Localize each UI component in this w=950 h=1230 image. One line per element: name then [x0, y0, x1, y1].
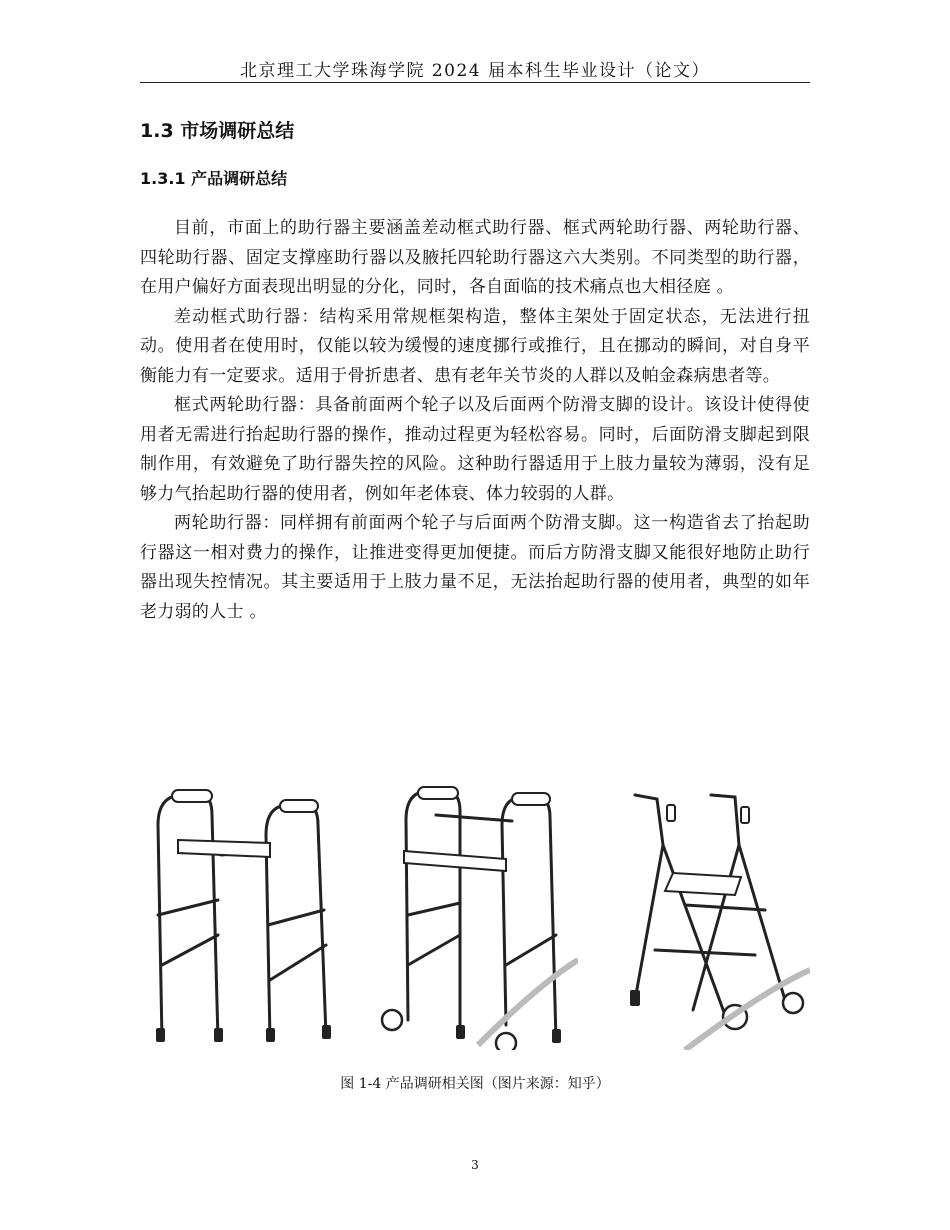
section-heading: [140, 116, 294, 143]
section-title: 市场调研总结: [180, 120, 295, 142]
two-wheel-walker-illustration: [378, 785, 578, 1050]
section-number: 1.3: [140, 120, 174, 142]
subsection-title: 产品调研总结: [191, 169, 288, 188]
frame-walker-illustration: [140, 785, 340, 1050]
subsection-number: 1.3.1: [140, 169, 186, 188]
paragraph-frame-two-wheel-walker: 框式两轮助行器：具备前面两个轮子以及后面两个防滑支脚的设计。该设计使得使用者无需进行抬起助行器的操作，推动过程更为轻松容易。同时，后面防滑支脚起到限制作用，有效避免了助行器失控的风险。这种助行器适用于上肢力量较为薄弱，没有足够力气抬起助行器的使用者，例如年老体衰、体力较弱的人群。: [140, 395, 810, 504]
rollator-illustration: [625, 785, 810, 1050]
header-rule: [140, 82, 810, 83]
running-header: 北京理工大学珠海学院 2024 届本科生毕业设计（论文）: [239, 61, 711, 81]
body-text: [140, 214, 810, 627]
paragraph-differential-frame-walker: 差动框式助行器：结构采用常规框架构造，整体主架处于固定状态，无法进行扭动。使用者在使用时，仅能以较为缓慢的速度挪行或推行，且在挪动的瞬间，对自身平衡能力有一定要求。适用于骨折患者、患有老年关节炎的人群以及帕金森病患者等。: [140, 306, 810, 386]
subsection-heading: [140, 166, 287, 189]
page-number: 3: [471, 1158, 479, 1172]
paragraph-intro: 目前，市面上的助行器主要涵盖差动框式助行器、框式两轮助行器、两轮助行器、四轮助行器、固定支撑座助行器以及腋托四轮助行器这六大类别。不同类型的助行器，在用户偏好方面表现出明显的分化，同时，各自面临的技术痛点也大相径庭 。: [140, 218, 810, 297]
paragraph-two-wheel-walker: 两轮助行器：同样拥有前面两个轮子与后面两个防滑支脚。这一构造省去了抬起助行器这一相对费力的操作，让推进变得更加便捷。而后方防滑支脚又能很好地防止助行器出现失控情况。其主要适用于上肢力量不足，无法抬起助行器的使用者，典型的如年老力弱的人士 。: [140, 513, 810, 622]
figure-walkers: [140, 785, 810, 1050]
figure-caption: 图 1-4 产品调研相关图（图片来源：知乎）: [340, 1076, 610, 1092]
